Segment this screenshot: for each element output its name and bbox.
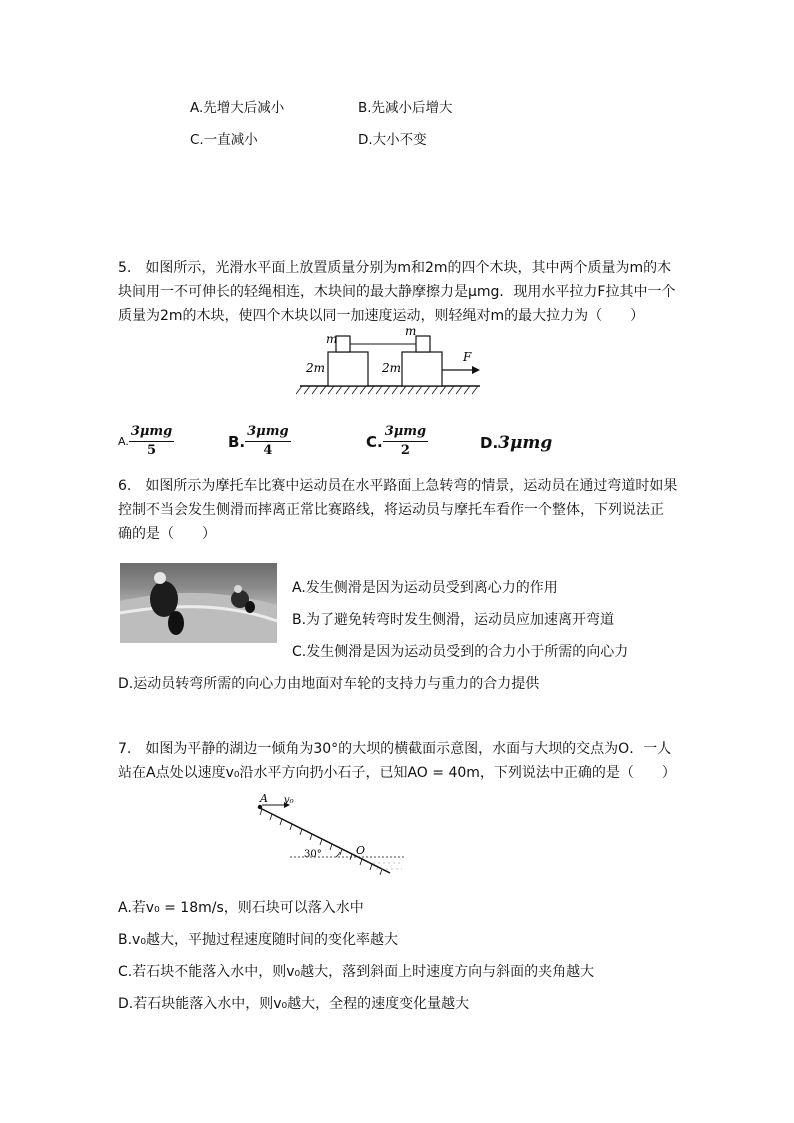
- motorcycle-photo: [120, 563, 277, 643]
- q5-line2: 块间用一不可伸长的轻绳相连，木块间的最大静摩擦力是μmg．现用水平拉力F拉其中一个: [118, 284, 676, 300]
- q6-line2: 控制不当会发生侧滑而摔离正常比赛路线，将运动员与摩托车看作一个整体，下列说法正: [118, 502, 664, 518]
- q5-option-b: B. $\frac{\text{3μmg}}{4}$: [228, 424, 289, 458]
- q5-line1: 5. 如图所示，光滑水平面上放置质量分别为m和2m的四个木块，其中两个质量为m的木: [118, 260, 672, 276]
- q7-option-a: A.若v₀ = 18m/s，则石块可以落入水中: [118, 900, 364, 916]
- label-m-left: m: [326, 332, 338, 346]
- label-v0: v₀: [284, 795, 294, 806]
- q5-stem: [118, 256, 678, 328]
- q7-option-d: D.若石块能落入水中，则v₀越大，全程的速度变化量越大: [118, 996, 470, 1012]
- point-a: [258, 805, 262, 809]
- label-m-right: m: [405, 324, 417, 338]
- q7-line1: 7. 如图为平静的湖边一倾角为30°的大坝的横截面示意图，水面与大坝的交点为O．一人: [118, 741, 672, 757]
- q4-option-c: C.一直减小: [190, 132, 258, 148]
- block-2m-left: [328, 352, 368, 386]
- q6-line3: 确的是（ ）: [118, 526, 216, 542]
- q6-option-a: A.发生侧滑是因为运动员受到离心力的作用: [292, 580, 558, 596]
- q5-blocks-figure: [296, 322, 486, 400]
- q4-option-d: D.大小不变: [358, 132, 427, 148]
- q4-option-a: A.先增大后减小: [190, 100, 285, 116]
- q5-option-d: D. 3μmg: [480, 433, 553, 453]
- q7-option-b: B.v₀越大，平抛过程速度随时间的变化率越大: [118, 932, 398, 948]
- dam-slope: [258, 807, 390, 873]
- q7-dam-figure: [250, 793, 410, 881]
- q7-option-c: C.若石块不能落入水中，则v₀越大，落到斜面上时速度方向与斜面的夹角越大: [118, 964, 595, 980]
- q5-option-c: C. $\frac{\text{3μmg}}{2}$: [366, 424, 427, 458]
- label-a: A: [260, 793, 268, 805]
- q6-line1: 6. 如图所示为摩托车比赛中运动员在水平路面上急转弯的情景，运动员在通过弯道时如果: [118, 478, 678, 494]
- q6-option-d: D.运动员转弯所需的向心力由地面对车轮的支持力与重力的合力提供: [118, 676, 540, 692]
- label-o: O: [356, 844, 366, 857]
- block-2m-right: [402, 352, 442, 386]
- q6-option-b: B.为了避免转弯时发生侧滑，运动员应加速离开弯道: [292, 612, 615, 628]
- q7-stem: [118, 737, 688, 785]
- label-force: F: [463, 350, 472, 364]
- label-2m-right: 2m: [382, 361, 402, 375]
- q5-option-a: A. $\frac{\text{3μmg}}{5}$: [118, 424, 173, 458]
- q6-stem: [118, 474, 688, 546]
- label-2m-left: 2m: [306, 361, 326, 375]
- block-m-right: [416, 336, 430, 352]
- block-m-left: [336, 336, 350, 352]
- label-angle: 30°: [304, 849, 322, 860]
- q5-line3: 质量为2m的木块，使四个木块以同一加速度运动，则轻绳对m的最大拉力为（ ）: [118, 308, 645, 324]
- q6-option-c: C.发生侧滑是因为运动员受到的合力小于所需的向心力: [292, 644, 629, 660]
- q4-option-b: B.先减小后增大: [358, 100, 453, 116]
- q7-line2: 站在A点处以速度v₀沿水平方向扔小石子，已知AO = 40m，下列说法中正确的是（ ）: [118, 765, 676, 781]
